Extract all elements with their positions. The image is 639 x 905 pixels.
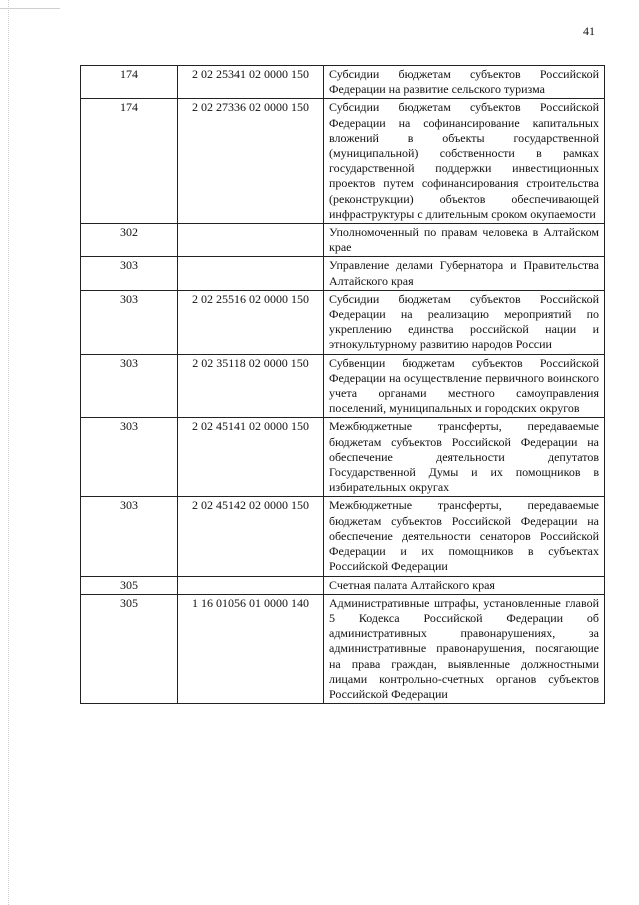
table-row [81,224,605,257]
table-row [81,576,605,594]
admin-code-cell: 302 [81,224,178,257]
revenue-name-cell: Административные штрафы, установленные главой 5 Кодекса Российской Федерации об административных правонарушениях, за административные правонарушения, посягающие на права граждан, выявленные должностными лицами контрольно-счетных органов субъектов Российской Федерации [324,594,605,703]
page-number: 41 [583,24,595,38]
budget-code-cell: 2 02 35118 02 0000 150 [178,354,324,418]
budget-code-cell: 2 02 27336 02 0000 150 [178,99,324,224]
admin-code-cell: 303 [81,418,178,497]
scan-left-edge [8,0,9,905]
table-row [81,594,605,703]
budget-code-cell: 2 02 45141 02 0000 150 [178,418,324,497]
admin-code-cell: 305 [81,594,178,703]
admin-code-cell: 303 [81,290,178,354]
admin-code-cell: 174 [81,99,178,224]
revenue-name-cell: Межбюджетные трансферты, передаваемые бюджетам субъектов Российской Федерации на обеспечение деятельности депутатов Государственной Думы и их помощников в избирательных округах [324,418,605,497]
budget-code-cell: 2 02 25341 02 0000 150 [178,66,324,99]
admin-code-cell: 174 [81,66,178,99]
budget-code-cell [178,576,324,594]
budget-code-cell: 1 16 01056 01 0000 140 [178,594,324,703]
budget-code-cell [178,257,324,290]
revenue-name-cell: Межбюджетные трансферты, передаваемые бюджетам субъектов Российской Федерации на обеспечение деятельности сенаторов Российской Федерации и их помощников в субъектах Российской Федерации [324,497,605,576]
table-row [81,257,605,290]
table-row [81,354,605,418]
revenue-name-cell: Счетная палата Алтайского края [324,576,605,594]
admin-code-cell: 305 [81,576,178,594]
budget-code-cell: 2 02 25516 02 0000 150 [178,290,324,354]
scan-top-edge [0,8,60,9]
admin-code-cell: 303 [81,354,178,418]
revenue-name-cell: Субвенции бюджетам субъектов Российской Федерации на осуществление первичного воинского учета органами местного самоуправления поселений, муниципальных и городских округов [324,354,605,418]
revenue-name-cell: Субсидии бюджетам субъектов Российской Федерации на софинансирование капитальных вложений в объекты государственной (муниципальной) собственности в рамках государственной поддержки инвестиционных проектов путем софинансирования строительства (реконструкции) объектов обеспечивающей инфраструктуры с длительным сроком окупаемости [324,99,605,224]
revenue-name-cell: Управление делами Губернатора и Правительства Алтайского края [324,257,605,290]
admin-code-cell: 303 [81,257,178,290]
budget-code-cell [178,224,324,257]
revenue-name-cell: Субсидии бюджетам субъектов Российской Федерации на реализацию мероприятий по укреплению единства российской нации и этнокультурному развитию народов России [324,290,605,354]
table-row [81,418,605,497]
table-row [81,99,605,224]
budget-code-cell: 2 02 45142 02 0000 150 [178,497,324,576]
budget-classification-table [80,65,605,704]
admin-code-cell: 303 [81,497,178,576]
table-row [81,290,605,354]
table-row [81,66,605,99]
revenue-name-cell: Субсидии бюджетам субъектов Российской Федерации на развитие сельского туризма [324,66,605,99]
table-row [81,497,605,576]
revenue-name-cell: Уполномоченный по правам человека в Алтайском крае [324,224,605,257]
